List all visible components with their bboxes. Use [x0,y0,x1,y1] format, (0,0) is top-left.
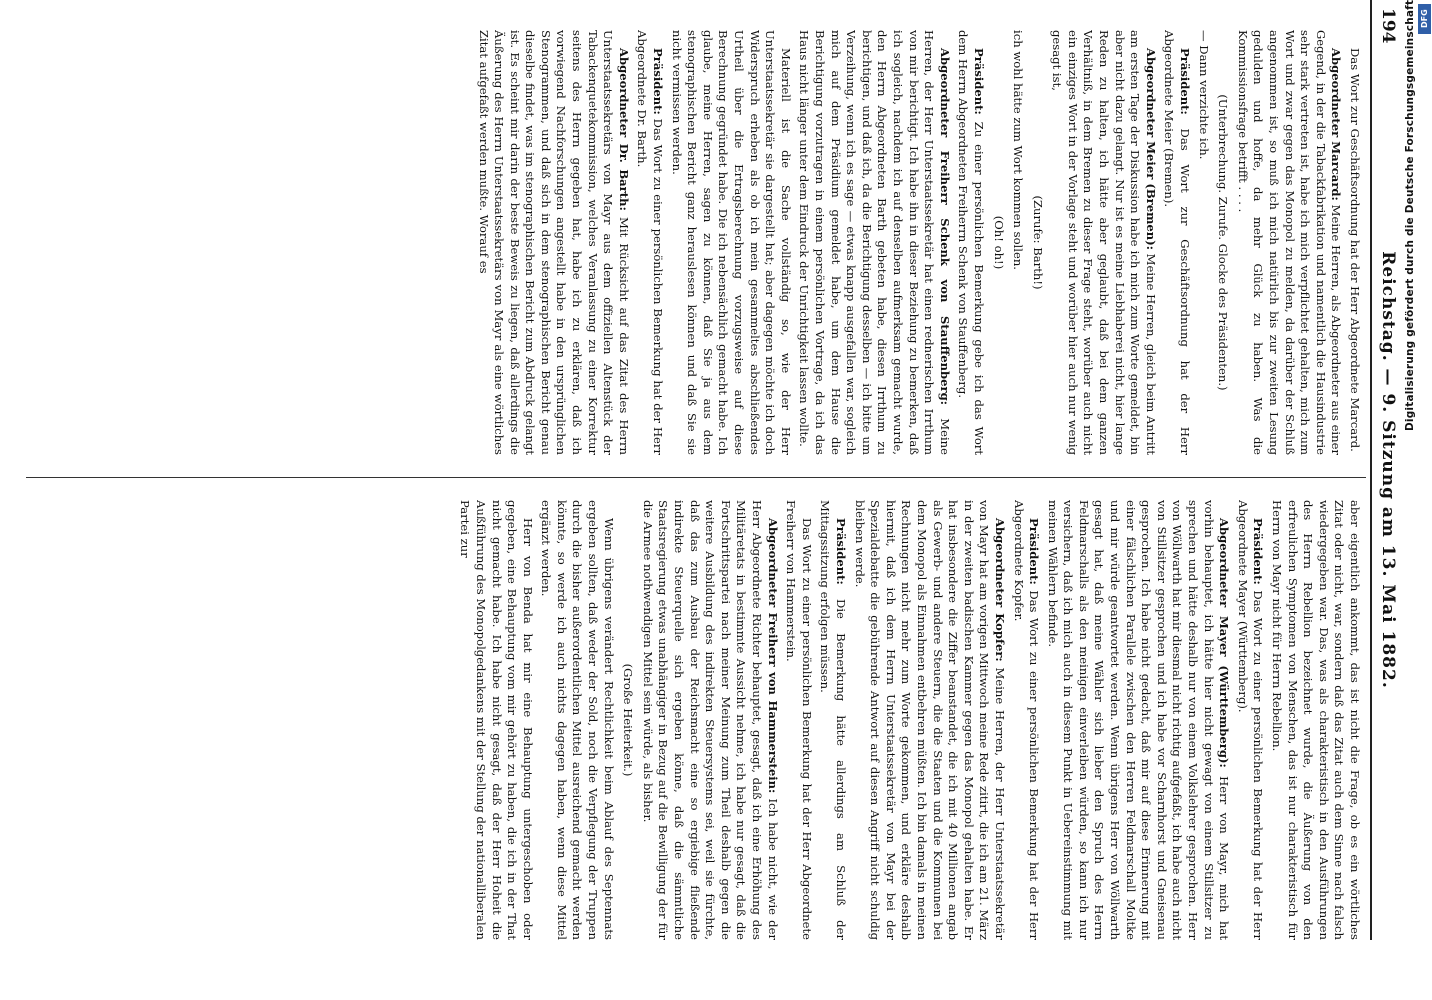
paragraph [1029,30,1045,455]
paragraph-text: Das Wort zu einer persönlichen Bemerkung hat der Herr Abgeordnete Freiherr von Hammerstein. [784,500,814,940]
paragraph-text: aber eigentlich ankommt, das ist nicht die Frage, ob es ein wörtliches Zitat oder nicht, war, sondern daß das Zitat auch dem Sinne nach falsch wiedergegeben war. Das, was als charakteristisch in den Ausführungen des Herrn Rebellion bezeichnet wurde, die Äußerung von den erfreulichen Symptomen von Menschen, das ist nur charakteristisch für Herrn von Mayr nicht für Herrn Rebellion. [1270,500,1362,940]
paragraph-text: (Zurufe: Barth!) [1030,195,1045,290]
paragraph-text: ich wohl hätte zum Wort kommen sollen. [1011,30,1026,270]
speaker-label: Präsident: [1178,48,1193,115]
paragraph [457,500,535,940]
dfg-logo: DFG [1418,4,1431,34]
speaker-label: Präsident: [1027,518,1042,585]
left-column [0,30,1362,455]
paragraph [639,500,779,940]
paragraph [1268,500,1362,940]
paragraph-text: Meine Herren, der Herr Unterstaatssekretär von Mayr hat am vorigen Mittwoch meine Rede zitirt, die ich am 21. März in der zweiten badischen Kammer gegen das Monopol gehalten habe. Er hat insbesondere die Ziffer beanstandet, die ich mit 40 Millionen angab als Gewerb- und andere Steuern, die die Staaten und die Kommunen bei dem Monopol als Einnahmen entbehren müßten. Ich bin damals in meinen Rechnungen nicht mehr zum Worte gekommen, und erkläre deshalb hiermit, daß ich dem Herrn Unterstaatssekretär von Mayr bei der Spezialdebatte die gebührende Antwort auf diesen Angriff nicht schuldig bleiben werde. [852,500,1007,940]
paragraph-text: Meine Herren, gleich beim Antritt am ersten Tage der Diskussion habe ich mich zum Worte gemeldet, bin aber nicht dazu gelangt. Nur ist es meine Liebhaberei nicht, hier lange Reden zu halten, ich hätte aber geglaubt, daß bei dem ganzen Verhältniß, in dem Bremen zu dieser Frage steht, worüber auch nicht ein einziges Wort in der Vorlage steht und worüber hier auch nur wenig gesagt ist, [1050,30,1158,455]
paragraph [1010,30,1026,455]
paragraph [1234,30,1343,455]
digitization-credit [1404,0,1418,1000]
speaker-label: Abgeordneter Kopfer: [992,518,1007,662]
paragraph-text: Mit Rücksicht auf das Zitat des Herrn Unterstaatssekretärs von Mayr aus dem offiziellen Altenstück der Tabackenquetekommission, welches Veranlassung zu einer Korrektur seitens des Herrn gegeben hat, habe ich zu erklären, daß ich vorwiegend Nachforschungen angestellt habe in den ursprünglichen Stenogrammen, und daß sich in dem stenographischen Bericht genau dieselbe findet, was im stenographischen Bericht zum Abdruck gelangt ist. Es scheint mir darin der beste Beweis zu liegen, daß allerdings die Äußerung des Herrn Unterstaatssekretärs von Mayr als eine wörtliches Zitat aufgefaßt werden mußte. Worauf es [476,30,631,455]
paragraph [1161,30,1192,455]
paragraph-text: Die Bemerkung hätte allerdings am Schluß der Mittagssitzung erfolgen müssen. [818,500,848,940]
speaker-label: Abgeordneter Mayer (Württemberg): [1217,518,1232,768]
paragraph [990,30,1006,455]
paragraph-text: Zu einer persönlichen Bemerkung gebe ich das Wort dem Herrn Abgeordneten Freiherrn Schenk von Stauffenberg. [956,30,986,455]
paragraph-text: Das Wort zur Geschäftsordnung hat der Herr Abgeordnete Meier (Bremen). [1162,30,1193,455]
paragraph [538,500,616,940]
paragraph-text: (Oh! oh!) [991,215,1006,270]
paragraph-text: Das Wort zu einer persönlichen Bemerkung hat der Herr Abgeordnete Mayer (Württemberg). [1235,500,1266,940]
paragraph-text: (Große Heiterkeit.) [621,663,636,777]
speaker-label: Abgeordneter Marcard: [1329,48,1344,201]
speaker-label: Präsident: [651,48,666,115]
paragraph-text: Ich habe nicht, wie der Herr Abgeordnete Richter behauptet, gesagt, daß ich eine Erhöhung des Militäretats in bestimmte Aussicht nehme, ich habe nur gesagt, daß die Fortschrittspartei nach meiner Meinung zum Theil deshalb gegen die weitere Ausbildung des indirekten Steuersystems sei, weil sie fürchte, daß das zum Ausbau der Reichsmacht eine so ergiebige fließende indirekte Steuerquelle sich ergeben könne, daß die sämmtliche Staatsregierung etwas unabhängiger in Bezug auf die Bewilligung der für die Armee nothwendigen Mittel sein würde, als bisher. [640,500,780,940]
paragraph [1049,30,1158,455]
paragraph [620,500,636,940]
column-divider [26,477,1366,478]
page-header [1370,0,1400,940]
speaker-label: Präsident: [971,48,986,115]
paragraph [475,30,631,455]
right-column [0,500,1362,940]
speaker-label: Abgeordneter Freiherr von Hammerstein: [765,518,780,794]
paragraph [1044,500,1231,940]
paragraph-text: Das Wort zu einer persönlichen Bemerkung hat der Herr Abgeordnete Kopfer. [1011,500,1042,940]
speaker-label: Abgeordneter Meier (Bremen): [1143,48,1158,250]
page-title: Reichstag. — 9. Sitzung am 13. Mai 1882. [1378,251,1398,689]
paragraph-text: (Unterbrechung. Zurufe. Glocke des Präsidenten.) [1216,94,1231,391]
paragraph [1010,500,1041,940]
paragraph [1234,500,1265,940]
paragraph-text: Wenn übrigens verändert Rechtlichkeit beim Ablauf des Septennats ergeben sollten, daß weder der Sold, noch die Verpflegung der Truppen durch die bisher außerordentlichen Mittel ausreichend gemacht werden könnte, so werde ich auch nichts dagegen haben, wenn diese Mittel ergänzt werden. [539,500,616,940]
paragraph [796,30,952,455]
paragraph [634,30,665,455]
paragraph-text: — Dann verzichte ich. [1196,30,1211,160]
paragraph-text: Herr von Benda hat mir eine Behauptung untergeschoben oder gegeben, eine Behauptung vom mir gehört zu haben, die ich in der That nicht gemacht habe. Ich habe nicht gesagt, daß der Herr Hoheit die Außführung des Monopolgedankens mit der Stellung der nationalliberalen Partei zur [458,500,535,940]
paragraph [1215,30,1231,455]
paragraph-text: Das Wort zu einer persönlichen Bemerkung hat der Herr Abgeordnete Dr. Barth. [635,30,666,455]
paragraph [783,500,814,940]
paragraph [668,30,793,455]
speaker-label: Abgeordneter Freiherr Schenk von Stauffenberg: [937,48,952,405]
paragraph [1195,30,1211,455]
paragraph-text: Meine Herren, der Herr Unterstaatssekretär hat einen rednerischen Irrthum von mir berichtigt. Ich habe ihn in dieser Beziehung zu bemerken, daß ich sogleich, nachdem ich auf denselben aufmerksam gemacht wurde, den Herrn Abgeordneten Barth gebeten habe, diesen Irrthum zu berichtigen, und daß ich, da die Berichtigung desselben — ich bitte um Verzeihung, wenn ich es sage — etwas knapp ausgefallen war, sogleich mich auf dem Präsidium gemeldet habe, um dem Hause die Berichtigung vorzutragen in einem persönlichen Vortrage, da ich das Haus nicht länger unter dem Eindruck der Unrichtigkeit lassen wollte. [797,30,952,455]
paragraph [851,500,1007,940]
paragraph [817,500,848,940]
paragraph [1346,30,1362,455]
paragraph-text: Meine Herren, als Abgeordneter aus einer Gegend, in der die Tabackfabrikation und namentlich die Hausindustrie sehr stark vertreten ist, habe ich mich verpflichtet gehalten, mich zum Wort und zwar gegen das Monopol zu melden, da darüber der Schluß angenommen ist, so muß ich mich natürlich bis zur zweiten Lesung gedulden und hoffe, da mehr Glück zu haben. Was die Kommissionsfrage betrifft . . . . [1235,30,1344,455]
speaker-label: Präsident: [834,518,848,585]
paragraph-text: Herr von Mayr, mich hat vorhin behauptet, ich hätte hier nicht gewagt von einem Stillsitzer zu sprechen und hätte deshalb nur von einem Volkslehrer gesprochen. Herr von Wöllwarth hat mir diesmal nicht richtig aufgefaßt, ich habe auch nicht von Stillsitzer gesprochen und ich habe vor Scharnhorst und Gneisenau gesprochen. Ich habe nicht gedacht, daß mir auf diese Erinnerung mit einer fälschlichen Parallele zwischen den Herren Feldmarschall Moltke und mir würde geantwortet werden. Wenn übrigens Herr von Wöllwarth gesagt hat, daß meine Wähler sich lieber den Spruch des Herrn Feldmarschalls als den meinigen einverleiben würden, so kann ich nur versichern, daß ich mich auch in diesem Punkt in Uebereinstimmung mit meinen Wählern befinde. [1045,500,1232,940]
digitization-credit-text: Digitalisierung gefördert durch die Deutsche Forschungsgemeinschaft [1404,0,1416,432]
speaker-label: Abgeordneter Dr. Barth: [616,48,631,211]
paragraph-text: Materiell ist die Sache vollständig so, wie der Herr Unterstaatssekretär sie dargestellt hat; aber dagegen möchte ich doch Widerspruch erheben als ob ich mein gesammeltes abschließendes Urtheil über die Ertragsberechnung vorzugsweise auf diese Berechnung gegründet habe. Die ich nebensächlich gemacht habe. Ich glaube, meine Herren, sagen zu können, daß Sie ja aus dem stenographischen Bericht ganz herauslesen können und daß Sie sie nicht vermissen werden. [669,30,793,455]
speaker-label: Präsident: [1251,518,1266,585]
paragraph-text: Das Wort zur Geschäftsordnung hat der Herr Abgeordnete Marcard. [1348,48,1362,452]
paragraph [955,30,986,455]
page-number: 194 [1378,8,1398,44]
